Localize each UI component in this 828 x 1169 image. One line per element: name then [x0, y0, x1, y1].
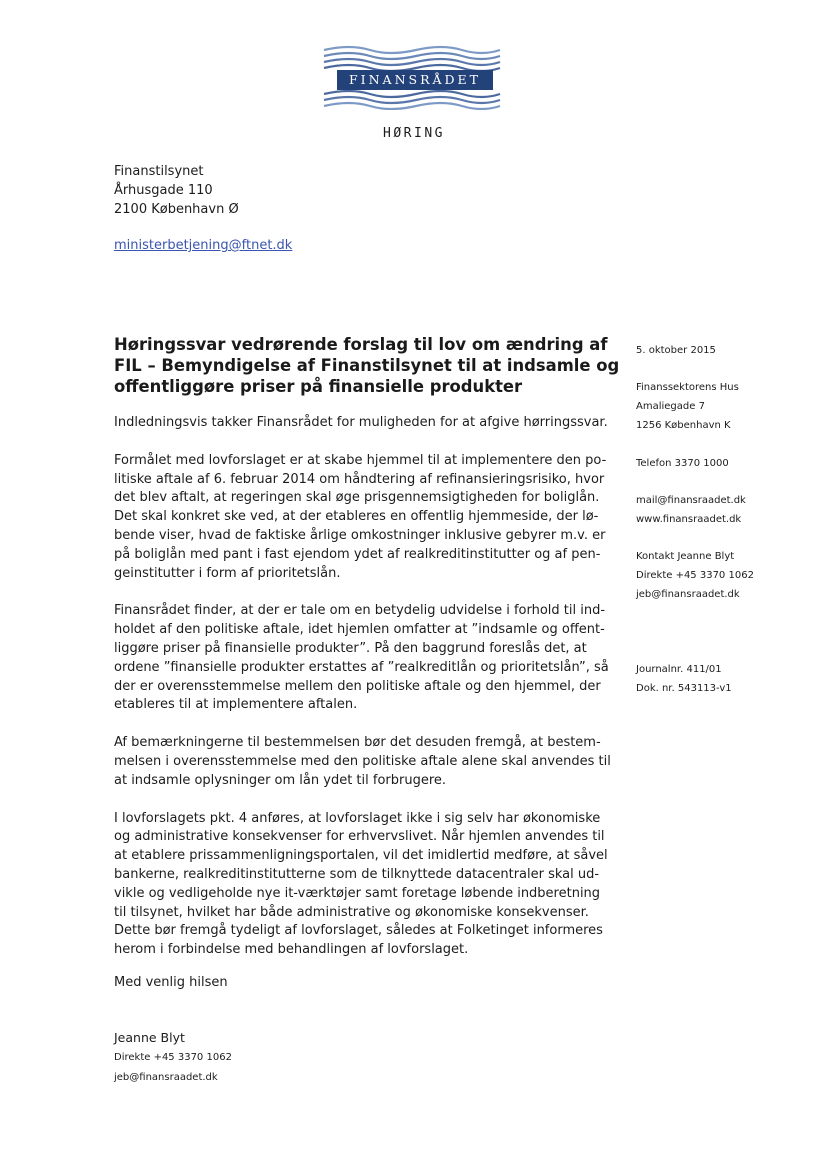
letter-date: 5. oktober 2015 [636, 345, 716, 356]
body-paragraph [114, 414, 608, 433]
sender-contact: Kontakt Jeanne Blyt [636, 551, 735, 562]
body-line: melsen i overensstemmelse med den politiske aftale alene skal anvendes til [114, 753, 611, 769]
sender-org-street: Amaliegade 7 [636, 401, 705, 412]
body-line: det blev aftalt, at regeringen skal øge prisgennemsigtigheden for boliglån. [114, 490, 600, 506]
body-line: Det skal konkret ske ved, at der etableres en offentlig hjemmeside, der lø- [114, 509, 599, 525]
recipient-name: Finanstilsynet [114, 164, 204, 179]
sender-mail: mail@finansraadet.dk [636, 495, 746, 506]
body-line: bankerne, realkreditinstitutterne som de tilknyttede datacentraler skal ud- [114, 866, 600, 882]
body-line: liggøre priser på finansielle produkter”. På den baggrund foreslås det, at [114, 640, 587, 656]
body-line: til tilsynet, hvilket har både administrative og økonomiske konsekvenser. [114, 904, 589, 920]
body-line: etableres til at implementere aftalen. [114, 697, 358, 713]
title-line: offentliggøre priser på finansielle produkter [114, 377, 523, 396]
body-paragraph [114, 602, 609, 715]
recipient-street: Århusgade 110 [114, 183, 213, 198]
body-line: litiske aftale af 6. februar 2014 om håndtering af refinansieringsrisiko, hvor [114, 471, 605, 487]
title-line: Høringssvar vedrørende forslag til lov om ændring af [114, 335, 608, 354]
body-line: Af bemærkningerne til bestemmelsen bør det desuden fremgå, at bestem- [114, 735, 601, 751]
document-number: Dok. nr. 543113-v1 [636, 683, 732, 694]
body-line: vikle og vedligeholde nye it-værktøjer samt foretage løbende indberetning [114, 885, 601, 901]
sender-direct-phone: Direkte +45 3370 1062 [636, 570, 754, 581]
body-line: der er overensstemmelse mellem den politiske aftale og den hjemmel, der [114, 678, 601, 694]
signer-mail: jeb@finansraadet.dk [114, 1072, 218, 1083]
body-line: at indsamle oplysninger om lån ydet til forbrugere. [114, 772, 447, 788]
body-line: og administrative konsekvenser for erhvervslivet. Når hjemlen anvendes til [114, 829, 605, 845]
document-type-heading: HØRING [383, 126, 445, 141]
body-line: at etablere prissammenligningsportalen, vil det imidlertid medføre, at såvel [114, 848, 608, 864]
document-title [114, 334, 620, 397]
title-line: FIL – Bemyndigelse af Finanstilsynet til at indsamle og [114, 356, 620, 375]
body-line: Dette bør fremgå tydeligt af lovforslaget, således at Folketinget informeres [114, 923, 603, 939]
body-line: ordene ”finansielle produkter erstattes af ”realkreditlån og prioritetslån”, så [114, 659, 609, 675]
body-line: Finansrådet finder, at der er tale om en betydelig udvidelse i forhold til ind- [114, 603, 606, 619]
logo-wordmark: FINANSRÅDET [337, 70, 493, 90]
sender-contact-mail: jeb@finansraadet.dk [636, 589, 740, 600]
body-line: I lovforslagets pkt. 4 anføres, at lovforslaget ikke i sig selv har økonomiske [114, 810, 601, 826]
journal-number: Journalnr. 411/01 [636, 664, 722, 675]
body-line: bende viser, hvad de faktiske årlige omkostninger inklusive gebyrer m.v. er [114, 527, 606, 543]
recipient-city: 2100 København Ø [114, 202, 239, 217]
closing-greeting: Med venlig hilsen [114, 975, 228, 990]
body-paragraph [114, 810, 608, 960]
sender-phone: Telefon 3370 1000 [636, 458, 729, 469]
sender-website: www.finansraadet.dk [636, 514, 742, 525]
body-line: Indledningsvis takker Finansrådet for muligheden for at afgive hørringssvar. [114, 415, 608, 430]
body-paragraph [114, 734, 611, 790]
sender-org-name: Finanssektorens Hus [636, 382, 739, 393]
recipient-email-link[interactable]: ministerbetjening@ftnet.dk [114, 238, 293, 253]
body-paragraph [114, 452, 607, 584]
body-line: på boliglån med pant i fast ejendom ydet af realkreditinstitutter og af pen- [114, 546, 601, 562]
body-line: geinstitutter i form af prioritetslån. [114, 565, 341, 581]
signer-direct-phone: Direkte +45 3370 1062 [114, 1052, 232, 1063]
sender-org-city: 1256 København K [636, 420, 731, 431]
signer-name: Jeanne Blyt [114, 1030, 185, 1045]
body-line: herom i forbindelse med behandlingen af lovforslaget. [114, 942, 469, 958]
letter-body [114, 414, 611, 979]
body-line: Formålet med lovforslaget er at skabe hjemmel til at implementere den po- [114, 452, 607, 468]
body-line: holdet af den politiske aftale, idet hjemlen omfatter at ”indsamle og offent- [114, 622, 605, 638]
